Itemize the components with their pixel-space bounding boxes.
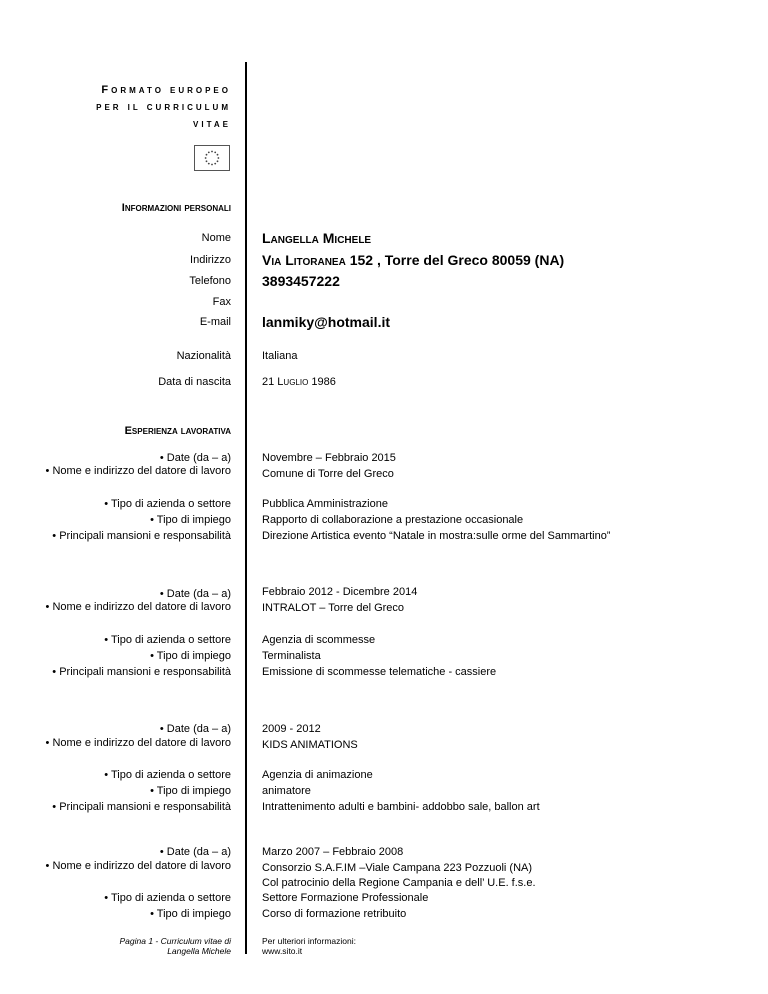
label-nome: Nome [201, 232, 231, 244]
label-job-type: • Tipo di impiego [150, 908, 231, 920]
label-telefono: Telefono [189, 275, 231, 287]
entry1-date: Novembre – Febbraio 2015 [262, 452, 396, 464]
cv-title-line1: Formato europeo [101, 84, 231, 96]
label-fax: Fax [212, 296, 231, 308]
entry3-duties: Intrattenimento adulti e bambini- addobbo sale, ballon art [262, 801, 540, 813]
label-employer: • Nome e indirizzo del datore di lavoro [45, 601, 231, 613]
label-indirizzo: Indirizzo [190, 254, 231, 266]
nascita-day: 21 [262, 376, 278, 388]
label-date: • Date (da – a) [159, 588, 231, 600]
cv-title-line3: vitae [193, 118, 231, 130]
label-date: • Date (da – a) [159, 846, 231, 858]
column-divider [245, 62, 247, 954]
value-email: lanmiky@hotmail.it [262, 314, 391, 330]
section-work-experience: Esperienza lavorativa [124, 425, 231, 437]
label-sector: • Tipo di azienda o settore [104, 634, 231, 646]
entry4-job-type: Corso di formazione retribuito [262, 908, 407, 920]
label-email: E-mail [199, 316, 231, 328]
entry2-sector: Agenzia di scommesse [262, 634, 376, 646]
label-employer: • Nome e indirizzo del datore di lavoro [45, 860, 231, 872]
footer-info-label: Per ulteriori informazioni: [262, 936, 357, 946]
entry1-job-type: Rapporto di collaborazione a prestazione occasionale [262, 514, 524, 526]
nascita-year: 1986 [308, 376, 336, 388]
footer-website-link[interactable]: www.sito.it [262, 946, 303, 956]
label-date: • Date (da – a) [159, 723, 231, 735]
section-personal-info: Informazioni personali [121, 202, 231, 214]
entry2-job-type: Terminalista [262, 650, 321, 662]
label-date: • Date (da – a) [159, 452, 231, 464]
label-job-type: • Tipo di impiego [150, 514, 231, 526]
entry1-sector: Pubblica Amministrazione [262, 498, 388, 510]
entry2-employer: INTRALOT – Torre del Greco [262, 602, 405, 614]
value-nazionalita: Italiana [262, 350, 298, 362]
label-sector: • Tipo di azienda o settore [104, 498, 231, 510]
entry3-date: 2009 - 2012 [262, 723, 321, 735]
label-duties: • Principali mansioni e responsabilità [52, 666, 231, 678]
footer-page-label: Pagina 1 - Curriculum vitae di [119, 936, 231, 946]
entry4-employer: Consorzio S.A.F.IM –Viale Campana 223 Pozzuoli (NA) [262, 862, 533, 874]
entry4-sector: Settore Formazione Professionale [262, 892, 429, 904]
entry2-date: Febbraio 2012 - Dicembre 2014 [262, 586, 418, 598]
indirizzo-rest: 152 , Torre del Greco 80059 (NA) [345, 252, 565, 268]
label-sector: • Tipo di azienda o settore [104, 892, 231, 904]
value-telefono: 3893457222 [262, 273, 340, 289]
entry3-job-type: animatore [262, 785, 311, 797]
cv-title-line2: per il curriculum [96, 101, 231, 113]
entry2-duties: Emissione di scommesse telematiche - cassiere [262, 666, 497, 678]
nascita-month: Luglio [277, 376, 309, 388]
label-employer: • Nome e indirizzo del datore di lavoro [45, 465, 231, 477]
label-duties: • Principali mansioni e responsabilità [52, 530, 231, 542]
label-nazionalita: Nazionalità [176, 350, 231, 362]
label-data-nascita: Data di nascita [158, 376, 231, 388]
label-job-type: • Tipo di impiego [150, 650, 231, 662]
eu-flag-icon [194, 145, 230, 171]
entry4-employer-line2: Col patrocinio della Regione Campania e dell’ U.E. f.s.e. [262, 877, 536, 889]
label-duties: • Principali mansioni e responsabilità [52, 801, 231, 813]
label-job-type: • Tipo di impiego [150, 785, 231, 797]
entry3-employer: KIDS ANIMATIONS [262, 739, 358, 751]
value-data-nascita [262, 376, 336, 389]
entry4-date: Marzo 2007 – Febbraio 2008 [262, 846, 404, 858]
label-employer: • Nome e indirizzo del datore di lavoro [45, 737, 231, 749]
entry1-employer: Comune di Torre del Greco [262, 468, 394, 480]
entry1-duties: Direzione Artistica evento “Natale in mostra:sulle orme del Sammartino” [262, 530, 611, 542]
entry3-sector: Agenzia di animazione [262, 769, 373, 781]
indirizzo-street: Via Litoranea [262, 252, 346, 268]
footer-author-label: Langella Michele [167, 946, 231, 956]
value-nome: Langella Michele [262, 230, 372, 246]
value-indirizzo [262, 252, 564, 268]
label-sector: • Tipo di azienda o settore [104, 769, 231, 781]
